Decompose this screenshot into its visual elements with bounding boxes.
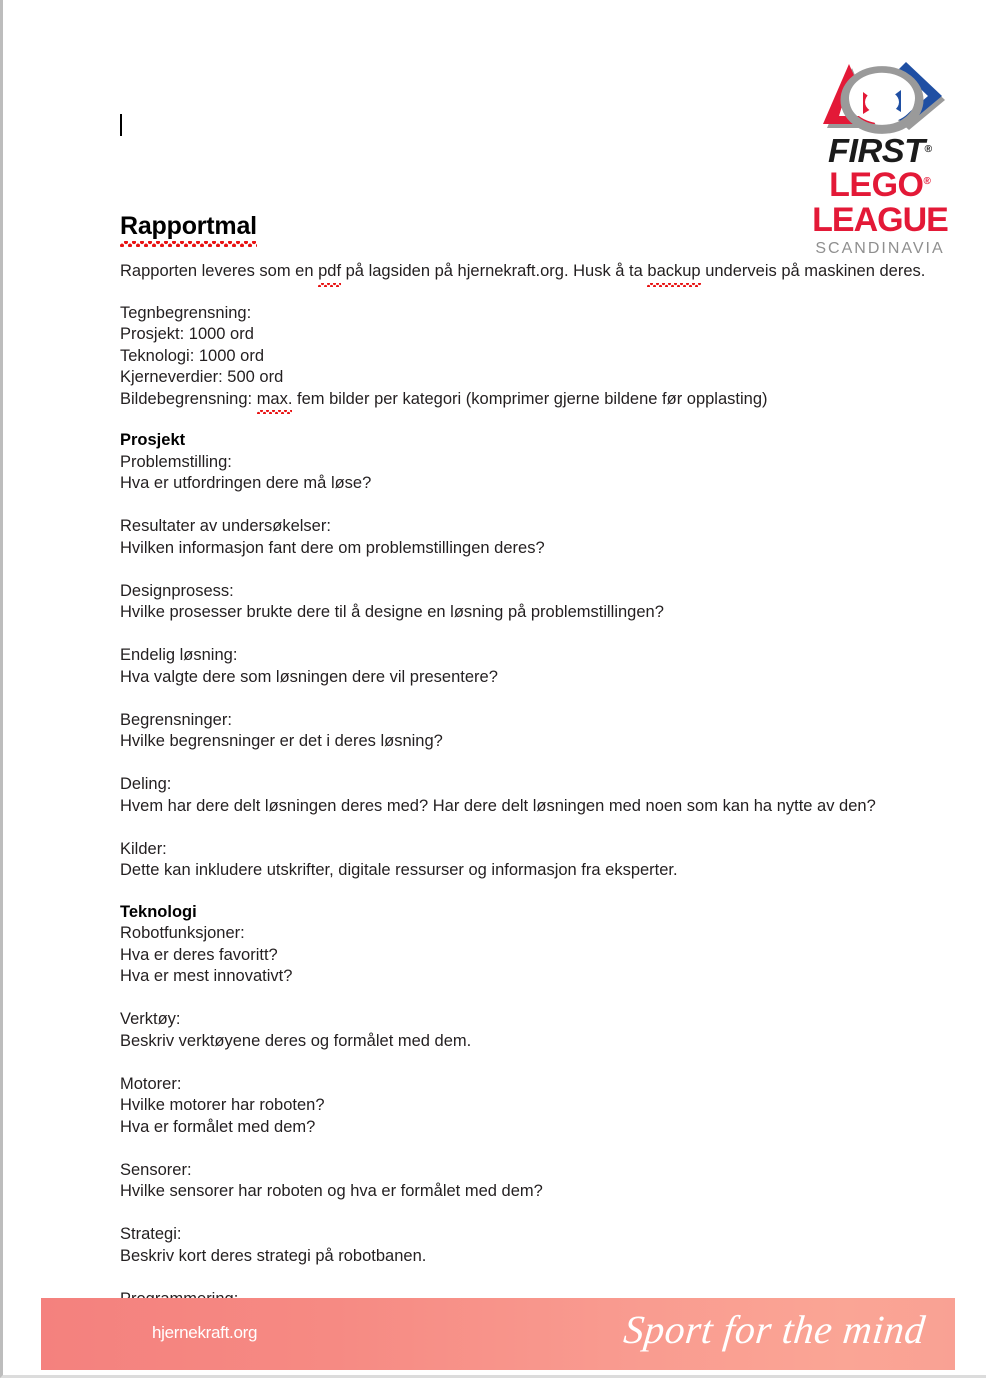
limit-bilde [120, 389, 900, 411]
logo-text-league: LEAGUE [812, 201, 948, 239]
footer-tagline: Sport for the mind [621, 1307, 928, 1352]
section-item-label: Strategi: [120, 1225, 182, 1243]
section-item-label: Verktøy: [120, 1010, 181, 1028]
limits-block [120, 303, 900, 411]
page-title [120, 212, 257, 241]
first-lego-league-logo [805, 56, 955, 257]
section-item-label: Deling: [120, 775, 172, 793]
section-item-line: Hvilke sensorer har roboten og hva er formålet med dem? [120, 1182, 543, 1200]
document-section [120, 902, 900, 1311]
logo-text-first: FIRST® [827, 132, 933, 169]
section-item-line: Hva er mest innovativt? [120, 967, 293, 985]
section-item-label: Problemstilling: [120, 452, 232, 471]
section-item-label: Robotfunksjoner: [120, 924, 245, 942]
section-item-label: Motorer: [120, 1074, 182, 1093]
paragraph-gap [120, 1052, 900, 1074]
footer-website-url[interactable]: hjernekraft.org [152, 1323, 258, 1342]
section-item-line: Hva er utfordringen dere må løse? [120, 474, 372, 492]
section-item-line: Hva er formålet med dem? [120, 1117, 316, 1136]
spellcheck-word-max: max. [257, 389, 293, 411]
section-item-line: Hvilke motorer har roboten? [120, 1096, 325, 1114]
text-cursor-caret [120, 114, 122, 136]
intro-post: underveis på maskinen deres. [700, 262, 926, 280]
limit-bilde-pre: Bildebegrensning: [120, 389, 257, 408]
section-item-label: Endelig løsning: [120, 646, 238, 664]
paragraph-gap [120, 1267, 900, 1289]
section-item-label: Resultater av undersøkelser: [120, 517, 331, 535]
section-item-line: Beskriv kort deres strategi på robotbanen. [120, 1246, 427, 1265]
paragraph-gap [120, 688, 900, 710]
section-heading: Prosjekt [120, 431, 186, 449]
section-item-line: Hvilke begrensninger er det i deres løsning? [120, 732, 443, 750]
section-item-line: Hvilke prosesser brukte dere til å designe en løsning på problemstillingen? [120, 603, 664, 621]
spellcheck-word: Rapportmal [120, 212, 257, 240]
intro-paragraph [120, 261, 926, 283]
paragraph-gap [120, 1138, 900, 1160]
first-logo-mark-icon [805, 56, 955, 134]
section-item-label: Sensorer: [120, 1160, 192, 1179]
section-item-line: Beskriv verktøyene deres og formålet med dem. [120, 1031, 472, 1050]
limit-bilde-post: fem bilder per kategori (komprimer gjerne bildene før opplasting) [292, 389, 768, 408]
paragraph-gap [120, 753, 900, 775]
intro-pre: Rapporten leveres som en [120, 262, 319, 280]
section-item-line: Hva valgte dere som løsningen dere vil presentere? [120, 667, 498, 686]
limit-teknologi: Teknologi: 1000 ord [120, 346, 265, 365]
section-item-line: Hvilken informasjon fant dere om problemstillingen deres? [120, 538, 545, 557]
document-section [120, 430, 900, 882]
logo-text-scandinavia: SCANDINAVIA [815, 240, 945, 257]
paragraph-gap [120, 559, 900, 581]
limit-kjerneverdier: Kjerneverdier: 500 ord [120, 368, 284, 386]
paragraph-gap [120, 988, 900, 1010]
spellcheck-word-pdf: pdf [318, 261, 341, 283]
spellcheck-word-backup: backup [647, 261, 700, 283]
section-item-line: Hvem har dere delt løsningen deres med? Har dere delt løsningen med noen som kan ha nytte av den? [120, 796, 876, 815]
intro-line [120, 261, 926, 283]
section-item-label: Designprosess: [120, 581, 234, 600]
section-item-label: Begrensninger: [120, 710, 232, 729]
section-item-line: Dette kan inkludere utskrifter, digitale ressurser og informasjon fra eksperter. [120, 861, 678, 879]
section-heading: Teknologi [120, 902, 197, 921]
paragraph-gap [120, 1203, 900, 1225]
sections-container [120, 430, 900, 1310]
paragraph-gap [120, 624, 900, 646]
logo-text-lego: LEGO® [829, 166, 931, 204]
paragraph-gap [120, 495, 900, 517]
section-item-line: Hva er deres favoritt? [120, 945, 278, 964]
paragraph-gap [120, 817, 900, 839]
page-footer [41, 1298, 955, 1370]
limits-heading: Tegnbegrensning: [120, 303, 252, 322]
intro-mid: på lagsiden på hjernekraft.org. Husk å ta [341, 262, 648, 280]
section-item-label: Kilder: [120, 839, 167, 858]
limit-prosjekt: Prosjekt: 1000 ord [120, 325, 254, 343]
